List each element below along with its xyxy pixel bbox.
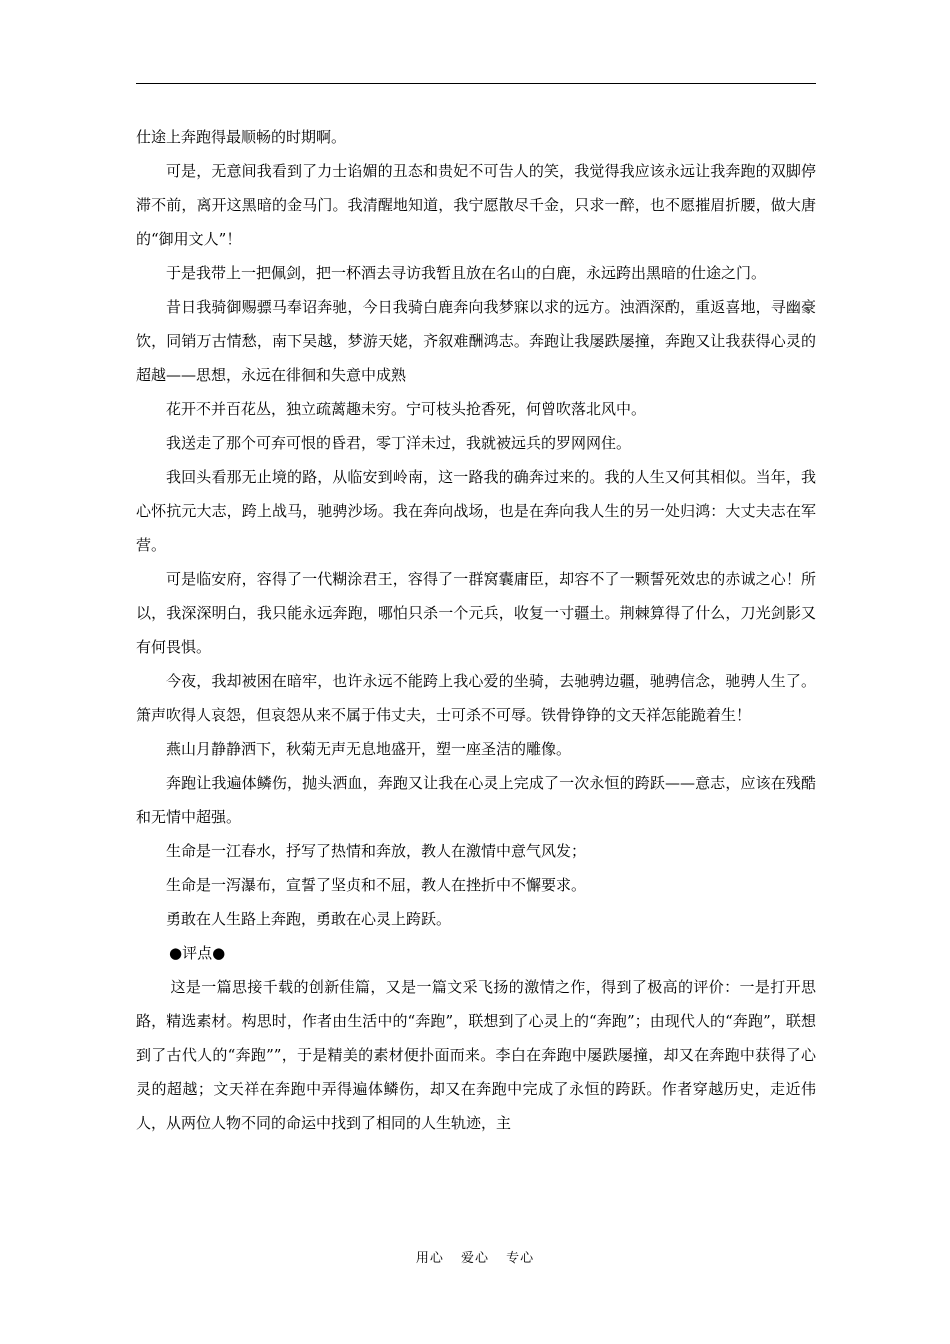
header-rule	[136, 83, 816, 84]
paragraph: 生命是一泻瀑布，宣誓了坚贞和不屈，教人在挫折中不懈要求。	[166, 876, 587, 894]
paragraph: 勇敢在人生路上奔跑，勇敢在心灵上跨跃。	[166, 910, 452, 928]
paragraph: 仕途上奔跑得最顺畅的时期啊。	[136, 128, 347, 146]
paragraph: 可是临安府，容得了一代糊涂君王，容得了一群窝囊庸臣，却容不了一颗誓死效忠的赤诚之心！所以，我深深明白，我只能永远奔跑，哪怕只杀一个元兵，收复一寸疆土。荆棘算得了什么，刀光剑影又有何畏惧。	[136, 570, 816, 656]
paragraph: 生命是一江春水，抒写了热情和奔放，教人在激情中意气风发；	[166, 842, 587, 860]
paragraph: 昔日我骑御赐骠马奉诏奔驰，今日我骑白鹿奔向我梦寐以求的远方。浊酒深酌，重返喜地，寻幽豪饮，同销万古情愁，南下吴越，梦游天姥，齐叙难酬鸿志。奔跑让我屡跌屡撞，奔跑又让我获得心灵的超越——思想，永远在徘徊和失意中成熟	[136, 298, 816, 384]
paragraph: 可是，无意间我看到了力士谄媚的丑态和贵妃不可告人的笑，我觉得我应该永远让我奔跑的双脚停滞不前，离开这黑暗的金马门。我清醒地知道，我宁愿散尽千金，只求一醉，也不愿摧眉折腰，做大唐的“御用文人”！	[136, 162, 816, 248]
poem-line: 花开不并百花丛，独立疏蓠趣未穷。宁可枝头抢香死，何曾吹落北风中。	[166, 400, 647, 418]
review-text: 这是一篇思接千载的创新佳篇，又是一篇文采飞扬的激情之作，得到了极高的评价：一是打开思路，精选素材。构思时，作者由生活中的“奔跑”，联想到了心灵上的“奔跑”；由现代人的“奔跑”，联想到了古代人的“奔跑””，于是精美的素材便扑面而来。李白在奔跑中屡跌屡撞，却又在奔跑中获得了心灵的超越；文天祥在奔跑中弄得遍体鳞伤，却又在奔跑中完成了永恒的跨跃。作者穿越历史，走近伟人，从两位人物不同的命运中找到了相同的人生轨迹，主	[136, 978, 816, 1132]
footer-item: 专心	[506, 1251, 535, 1266]
page-footer	[0, 1247, 950, 1266]
footer-item: 用心	[415, 1251, 444, 1266]
footer-item: 爱心	[460, 1251, 489, 1266]
paragraph: 今夜，我却被困在暗牢，也许永远不能跨上我心爱的坐骑，去驰骋边疆，驰骋信念，驰骋人生了。箫声吹得人哀怨，但哀怨从来不属于伟丈夫，士可杀不可辱。铁骨铮铮的文天祥怎能跪着生！	[136, 672, 816, 724]
paragraph: 我回头看那无止境的路，从临安到岭南，这一路我的确奔过来的。我的人生又何其相似。当年，我心怀抗元大志，跨上战马，驰骋沙场。我在奔向战场，也是在奔向我人生的另一处归鸿：大丈夫志在军营。	[136, 468, 816, 554]
paragraph: 于是我带上一把佩剑，把一杯酒去寻访我暂且放在名山的白鹿，永远跨出黑暗的仕途之门。	[166, 264, 767, 282]
paragraph: 燕山月静静洒下，秋菊无声无息地盛开，塑一座圣洁的雕像。	[166, 740, 572, 758]
paragraph: 我送走了那个可弃可恨的昏君，零丁洋未过，我就被远兵的罗网网住。	[166, 434, 632, 452]
paragraph: 奔跑让我遍体鳞伤，抛头洒血，奔跑又让我在心灵上完成了一次永恒的跨跃——意志，应该在残酷和无情中超强。	[136, 774, 816, 826]
article-body	[136, 120, 816, 1140]
review-heading: ●评点●	[169, 944, 226, 962]
